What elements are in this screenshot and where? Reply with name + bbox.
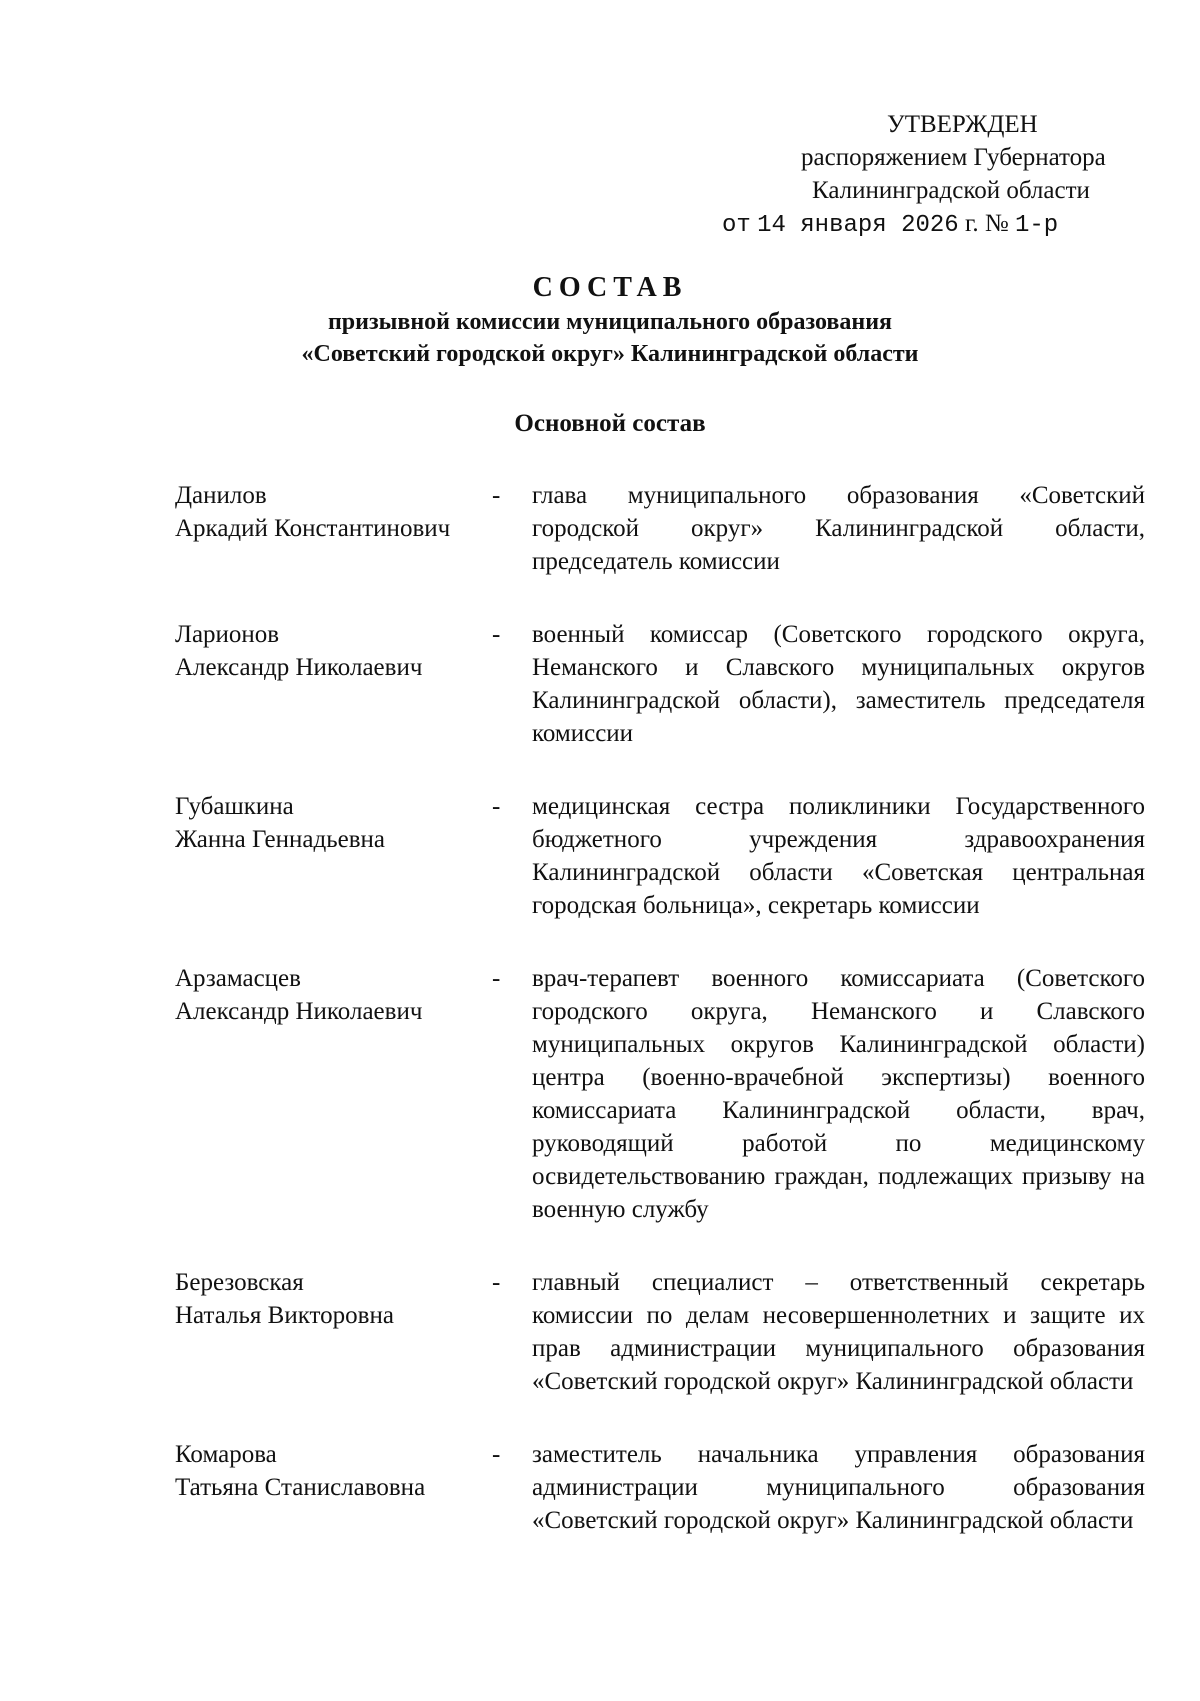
- approval-date-value: 14 января 2026: [757, 212, 959, 239]
- title-block: [0, 270, 1200, 370]
- member-surname: Ларионов: [175, 621, 280, 648]
- approval-date-prefix: от: [722, 212, 751, 239]
- member-description: глава муниципального образования «Советский городской округ» Калининградской области, председатель комиссии: [532, 482, 1145, 575]
- member-entry: [175, 962, 1155, 1226]
- member-given-name: Жанна Геннадьевна: [175, 826, 385, 853]
- section-heading: Основной состав: [514, 410, 706, 437]
- member-surname: Губашкина: [175, 793, 294, 820]
- member-entry: [175, 618, 1155, 750]
- member-description: военный комиссар (Советского городского округа, Неманского и Славского муниципальных округов Калининградской области), заместитель председателя комиссии: [532, 621, 1145, 747]
- member-surname: Арзамасцев: [175, 965, 301, 992]
- member-dash: -: [492, 1269, 501, 1296]
- member-given-name: Татьяна Станиславовна: [175, 1474, 426, 1501]
- member-given-name: Аркадий Константинович: [175, 515, 451, 542]
- approval-block: [700, 108, 1160, 240]
- member-surname: Березовская: [175, 1269, 304, 1296]
- member-name: [175, 790, 492, 922]
- approval-order-type: распоряжением Губернатора: [801, 144, 1106, 171]
- member-dash: -: [492, 793, 501, 820]
- approval-heading: УТВЕРЖДЕН: [887, 111, 1038, 138]
- document-title: СОСТАВ: [532, 272, 688, 303]
- member-given-name: Александр Николаевич: [175, 654, 423, 681]
- member-description: врач-терапевт военного комиссариата (Советского городского округа, Неманского и Славского муниципальных округов Калининградской области) центра (военно-врачебной экспертизы) военного комиссариата Калининградской области, врач, руководящий работой по медицинскому освидетельствованию граждан, подлежащих призыву на военную службу: [532, 965, 1145, 1223]
- member-surname: Комарова: [175, 1441, 277, 1468]
- member-name: [175, 479, 492, 578]
- member-entry: [175, 1438, 1155, 1537]
- approval-date-line: [700, 207, 1160, 240]
- member-description: медицинская сестра поликлиники Государственного бюджетного учреждения здравоохранения Калининградской области «Советская центральная городская больница», секретарь комиссии: [532, 793, 1145, 919]
- member-dash: -: [492, 1441, 501, 1468]
- member-entry: [175, 479, 1155, 578]
- document-subtitle-line-1: призывной комиссии муниципального образования: [327, 309, 893, 335]
- member-name: [175, 618, 492, 750]
- approval-date-suffix: г. №: [964, 210, 1009, 237]
- member-description: главный специалист – ответственный секретарь комиссии по делам несовершеннолетних и защите их прав администрации муниципального образования «Советский городской округ» Калининградской области: [532, 1269, 1145, 1395]
- member-dash: -: [492, 965, 501, 992]
- member-dash: -: [492, 482, 501, 509]
- approval-number: 1-р: [1015, 212, 1059, 239]
- approval-region: Калининградской области: [812, 177, 1090, 204]
- member-given-name: Александр Николаевич: [175, 998, 423, 1025]
- member-name: [175, 1438, 492, 1537]
- member-entry: [175, 1266, 1155, 1398]
- member-name: [175, 1266, 492, 1398]
- member-name: [175, 962, 492, 1226]
- member-given-name: Наталья Викторовна: [175, 1302, 394, 1329]
- members-list: [175, 479, 1155, 1537]
- member-description: заместитель начальника управления образования администрации муниципального образования «Советский городской округ» Калининградской области: [532, 1441, 1145, 1534]
- member-dash: -: [492, 621, 501, 648]
- member-entry: [175, 790, 1155, 922]
- document-subtitle-line-2: «Советский городской округ» Калининградской области: [301, 341, 919, 367]
- member-surname: Данилов: [175, 482, 267, 509]
